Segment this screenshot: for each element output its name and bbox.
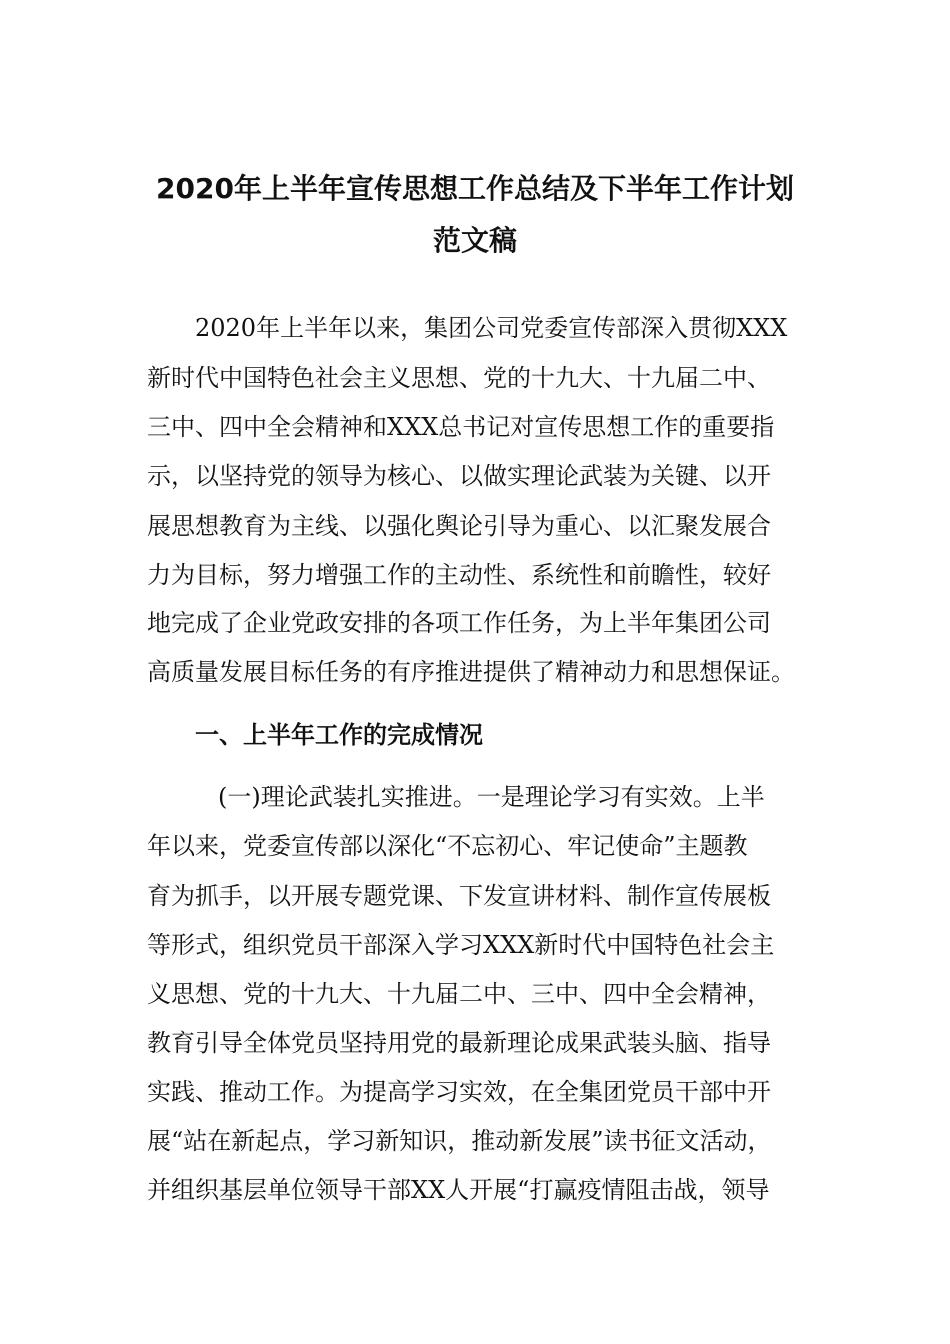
- paragraph-2-line-6: 教育引导全体党员坚持用党的最新理论成果武装头脑、指导: [147, 1029, 771, 1057]
- paragraph-2-line-9: 并组织基层单位领导干部XX人开展“打赢疫情阻击战，领导: [147, 1176, 770, 1204]
- paragraph-1-line-4: 示，以坚持党的领导为核心、以做实理论武装为关键、以开: [147, 462, 771, 490]
- paragraph-2-line-3: 育为抓手，以开展专题党课、下发宣讲材料、制作宣传展板: [147, 882, 771, 910]
- paragraph-2-line-1: (一)理论武装扎实推进。一是理论学习有实效。上半: [218, 783, 765, 811]
- paragraph-2-line-4: 等形式，组织党员干部深入学习XXX新时代中国特色社会主: [147, 931, 775, 959]
- paragraph-2-line-5: 义思想、党的十九大、十九届二中、三中、四中全会精神，: [147, 980, 771, 1008]
- paragraph-1-line-3: 三中、四中全会精神和XXX总书记对宣传思想工作的重要指: [147, 413, 775, 441]
- paragraph-2-line-8: 展“站在新起点，学习新知识，推动新发展”读书征文活动，: [147, 1127, 772, 1155]
- section-heading: 一、上半年工作的完成情况: [195, 721, 483, 749]
- document-title-line-1: 2020年上半年宣传思想工作总结及下半年工作计划: [156, 172, 794, 205]
- paragraph-1-line-2: 新时代中国特色社会主义思想、党的十九大、十九届二中、: [147, 364, 771, 392]
- paragraph-1-line-1: 2020年上半年以来，集团公司党委宣传部深入贯彻XXX: [195, 314, 788, 342]
- paragraph-1-line-5: 展思想教育为主线、以强化舆论引导为重心、以汇聚发展合: [147, 512, 771, 540]
- paragraph-1-line-7: 地完成了企业党政安排的各项工作任务，为上半年集团公司: [147, 609, 771, 637]
- paragraph-2-line-7: 实践、推动工作。为提高学习实效，在全集团党员干部中开: [147, 1078, 771, 1106]
- paragraph-1-line-6: 力为目标，努力增强工作的主动性、系统性和前瞻性，较好: [147, 561, 771, 589]
- paragraph-1-line-8: 高质量发展目标任务的有序推进提供了精神动力和思想保证。: [147, 658, 795, 686]
- paragraph-2-line-2: 年以来，党委宣传部以深化“不忘初心、牢记使命”主题教: [147, 832, 748, 860]
- document-title-line-2: 范文稿: [432, 224, 517, 257]
